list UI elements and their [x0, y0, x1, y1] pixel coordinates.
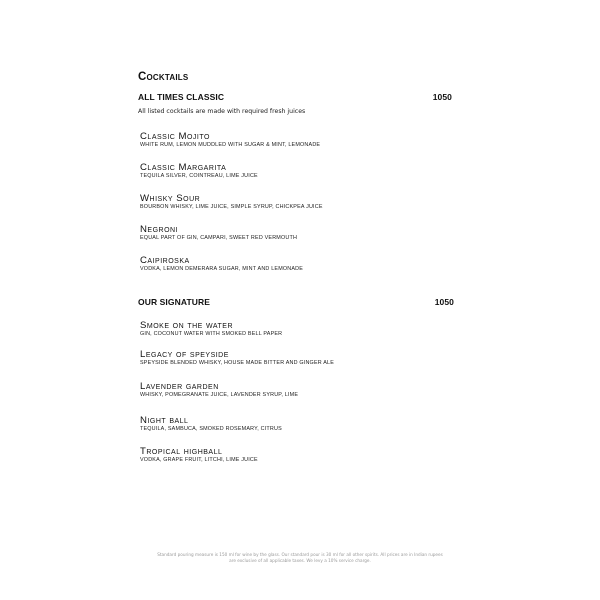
- item-name: Classic Margarita: [140, 162, 227, 173]
- menu-item: [140, 415, 460, 433]
- item-name: Lavender garden: [140, 381, 219, 392]
- section-header-classic: [138, 92, 452, 102]
- item-description: GIN, COCONUT WATER WITH SMOKED BELL PAPER: [140, 331, 283, 337]
- section-title-signature: OUR SIGNATURE: [138, 297, 210, 307]
- item-description: TEQUILA SILVER, COINTREAU, LIME JUICE: [140, 173, 258, 179]
- footer-disclaimer: [130, 552, 470, 564]
- item-name: Night ball: [140, 415, 189, 426]
- section-price-signature: 1050: [434, 297, 454, 307]
- item-description: VODKA, GRAPE FRUIT, LITCHI, LIME JUICE: [140, 457, 258, 463]
- footer-line: are exclusive of all applicable taxes. We levy a 10% service charge.: [229, 558, 371, 563]
- item-description: WHISKY, POMEGRANATE JUICE, LAVENDER SYRUP, LIME: [140, 392, 299, 398]
- item-description: TEQUILA, SAMBUCA, SMOKED ROSEMARY, CITRUS: [140, 426, 282, 432]
- footer-line: Standard pouring measure is 150 ml for wine by the glass. Our standard pour is 30 ml for all other spirits. All prices are in Indian rupees: [157, 552, 443, 557]
- item-name: Tropical highball: [140, 446, 223, 457]
- section-note-classic: All listed cocktails are made with required fresh juices: [138, 108, 306, 115]
- item-name: Caipiroska: [140, 255, 190, 266]
- menu-item: [140, 162, 460, 180]
- menu-item: [140, 193, 460, 211]
- menu-item: [140, 320, 460, 338]
- item-description: SPEYSIDE BLENDED WHISKY, HOUSE MADE BITTER AND GINGER ALE: [140, 360, 335, 366]
- item-name: Whisky Sour: [140, 193, 201, 204]
- menu-item: [140, 255, 460, 273]
- section-price-classic: 1050: [432, 92, 452, 102]
- menu-title: Cocktails: [138, 71, 189, 83]
- item-name: Legacy of speyside: [140, 349, 229, 360]
- item-name: Smoke on the water: [140, 320, 234, 331]
- section-header-signature: [138, 297, 454, 307]
- item-description: EQUAL PART OF GIN, CAMPARI, SWEET RED VERMOUTH: [140, 235, 298, 241]
- menu-item: [140, 381, 460, 399]
- menu-item: [140, 446, 460, 464]
- item-description: WHITE RUM, LEMON MUDDLED WITH SUGAR & MINT, LEMONADE: [140, 142, 321, 148]
- item-description: VODKA, LEMON DEMERARA SUGAR, MINT AND LEMONADE: [140, 266, 304, 272]
- item-name: Classic Mojito: [140, 131, 210, 142]
- menu-item: [140, 349, 460, 367]
- menu-item: [140, 224, 460, 242]
- section-title-classic: ALL TIMES CLASSIC: [138, 92, 225, 102]
- item-description: BOURBON WHISKY, LIME JUICE, SIMPLE SYRUP, CHICKPEA JUICE: [140, 204, 323, 210]
- item-name: Negroni: [140, 224, 179, 235]
- menu-item: [140, 131, 460, 149]
